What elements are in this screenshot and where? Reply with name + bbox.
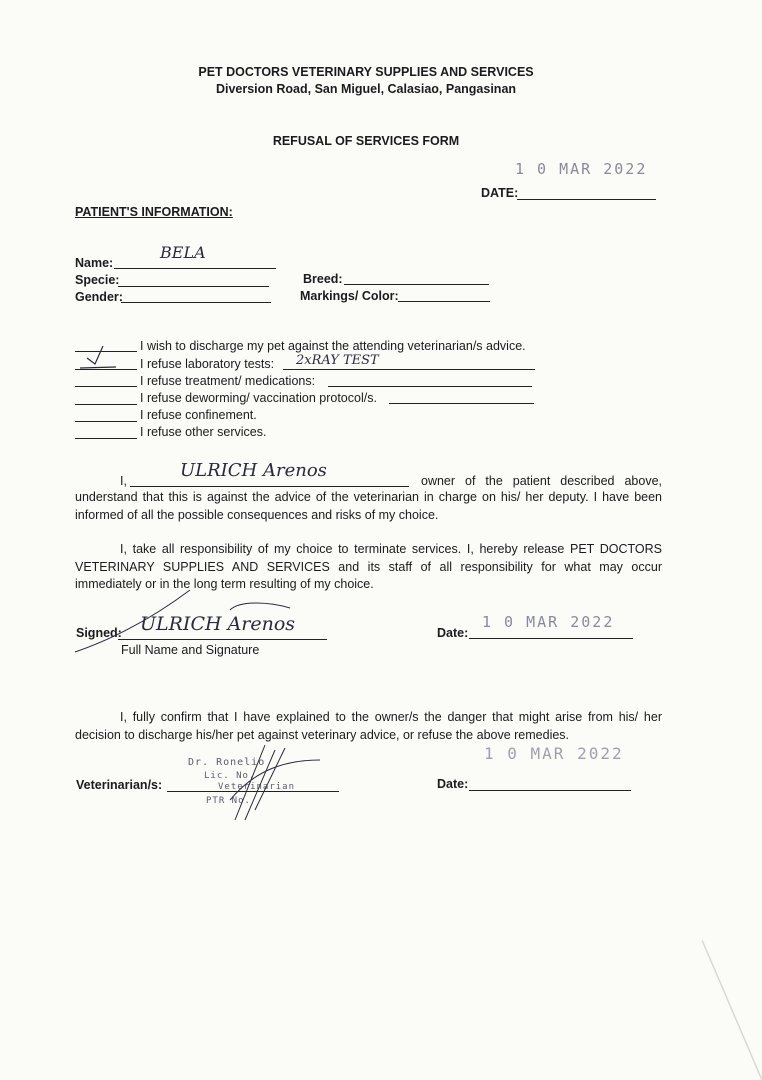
breed-field[interactable] xyxy=(344,284,489,285)
name-value: BELA xyxy=(160,243,206,262)
signature-handwritten: ULRICH Arenos xyxy=(140,613,296,635)
statement1-line1: owner of the patient described above, xyxy=(421,474,662,488)
specie-field[interactable] xyxy=(118,286,269,287)
option-detail-line[interactable] xyxy=(283,369,535,370)
markings-label: Markings/ Color: xyxy=(300,289,399,303)
option-detail-line[interactable] xyxy=(328,386,532,387)
name-field[interactable] xyxy=(114,268,276,269)
check-mark-icon xyxy=(80,362,120,372)
signature-caption: Full Name and Signature xyxy=(121,643,260,657)
vet-stamp-role: Veterinarian xyxy=(218,782,296,792)
form-title: REFUSAL OF SERVICES FORM xyxy=(272,134,460,148)
specie-label: Specie: xyxy=(75,273,120,287)
vet-date-stamp: 1 0 MAR 2022 xyxy=(484,744,624,763)
statement3: I, fully confirm that I have explained to the owner/s the danger that might arise from his/ her decision to discharge his/her pet against veterinary advice, or refuse the above remedies. xyxy=(75,710,662,742)
signature-date-label: Date: xyxy=(437,626,469,640)
vet-date-label: Date: xyxy=(437,777,469,791)
statement2: I, take all responsibility of my choice to terminate services. I, hereby release PET DOCTORS VETERINARY SUPPLIES AND SERVICES and its staff of all responsibility for what may occur immediately or in the long term resulting of my choice. xyxy=(75,542,662,591)
lab-test-detail: 2xRAY TEST xyxy=(296,353,379,368)
signature-date-stamp: 1 0 MAR 2022 xyxy=(482,613,615,631)
option-check-line[interactable] xyxy=(75,404,137,405)
breed-label: Breed: xyxy=(303,272,343,286)
patient-section-title: PATIENT'S INFORMATION: xyxy=(75,205,233,219)
option-check-line[interactable] xyxy=(75,438,137,439)
company-name: PET DOCTORS VETERINARY SUPPLIES AND SERVICES xyxy=(198,65,534,79)
date-label: DATE: xyxy=(481,186,519,200)
option-text: I wish to discharge my pet against the attending veterinarian/s advice. xyxy=(140,339,526,353)
name-label: Name: xyxy=(75,256,114,270)
option-check-line[interactable] xyxy=(75,386,137,387)
vet-stamp-license: Lic. No. xyxy=(204,771,256,781)
owner-name-line[interactable] xyxy=(130,486,409,487)
option-text: I refuse treatment/ medications: xyxy=(140,374,316,388)
vet-stamp-name: Dr. Ronelio xyxy=(188,757,266,768)
vet-signature-scribble-icon xyxy=(225,740,335,830)
gender-label: Gender: xyxy=(75,290,123,304)
markings-field[interactable] xyxy=(398,301,490,302)
option-detail-line[interactable] xyxy=(389,403,534,404)
date-stamp-top: 1 0 MAR 2022 xyxy=(515,160,648,178)
signature-date-line[interactable] xyxy=(469,638,633,639)
option-check-line[interactable] xyxy=(75,421,137,422)
owner-name-handwritten: ULRICH Arenos xyxy=(180,460,327,481)
gender-field[interactable] xyxy=(121,302,271,303)
signed-label: Signed: xyxy=(76,626,122,640)
signature-line[interactable] xyxy=(118,639,327,640)
statement1-body: understand that this is against the advice of the veterinarian in charge on his/ her deputy. I have been informed of all the possible consequences and risks of my choice. xyxy=(75,490,662,522)
company-address: Diversion Road, San Miguel, Calasiao, Pangasinan xyxy=(215,82,517,96)
option-text: I refuse deworming/ vaccination protocol/s. xyxy=(140,391,377,405)
option-text: I refuse laboratory tests: xyxy=(140,357,275,371)
statement1-prefix: I, xyxy=(120,474,127,488)
vet-date-line[interactable] xyxy=(469,790,631,791)
date-line[interactable] xyxy=(517,199,656,200)
vet-stamp-ptr: PTR No. xyxy=(206,796,251,806)
option-text: I refuse confinement. xyxy=(140,408,257,422)
option-text: I refuse other services. xyxy=(140,425,267,439)
veterinarian-label: Veterinarian/s: xyxy=(76,778,163,792)
paper-fold-shadow xyxy=(702,900,762,1080)
